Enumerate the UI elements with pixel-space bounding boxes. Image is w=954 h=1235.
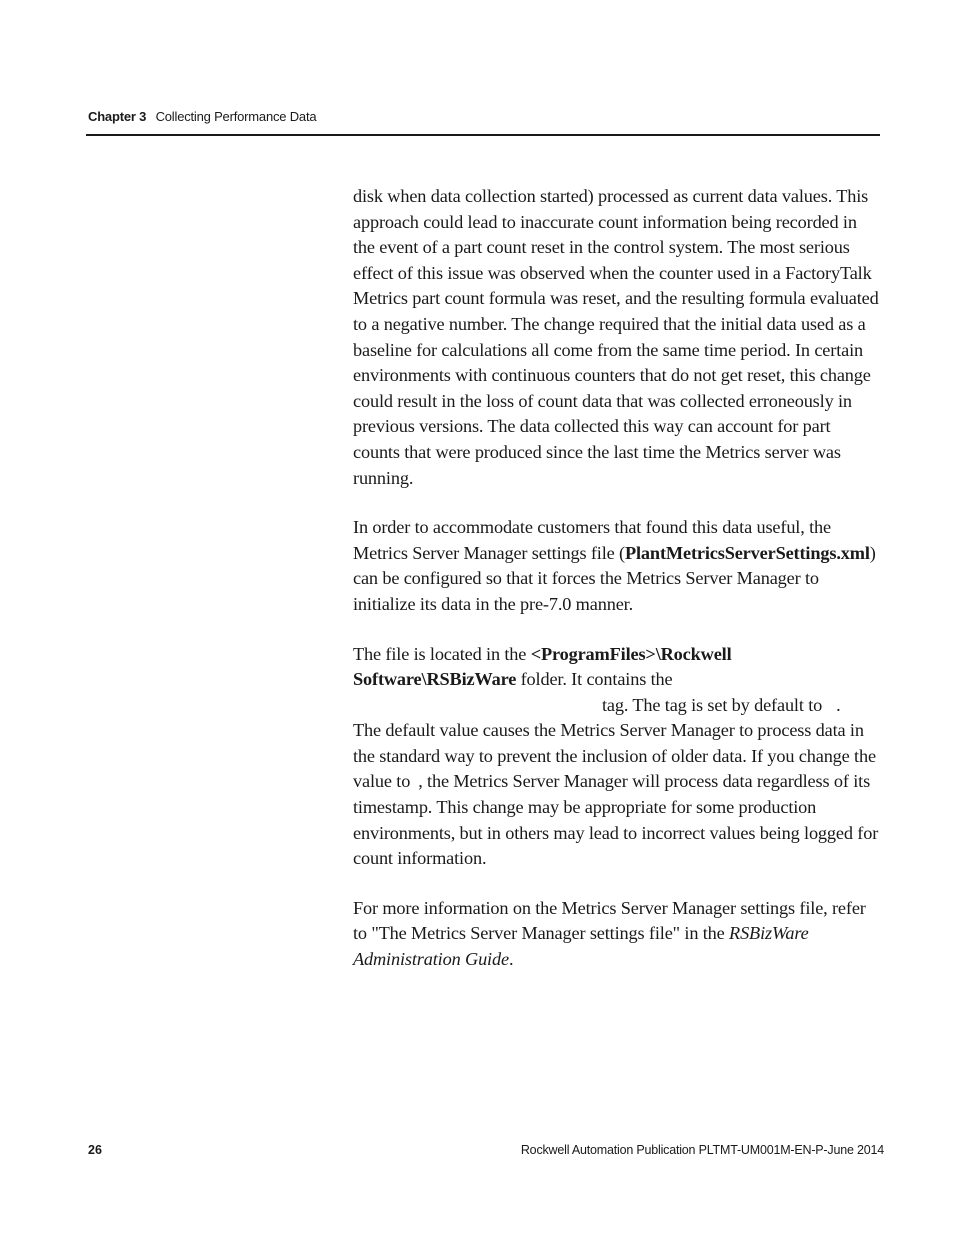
paragraph-3 <box>353 642 881 872</box>
page-number: 26 <box>88 1143 102 1157</box>
install-folder-path: <ProgramFiles>\Rockwell Software\RSBizWare <box>353 643 732 690</box>
paragraph-4-text-b: . <box>508 949 514 970</box>
paragraph-3-text-d: . <box>836 694 841 715</box>
paragraph-4-text-a: For more information on the Metrics Server Manager settings file, refer to "The Metrics Server Manager settings file" in the <box>353 897 866 944</box>
body-text <box>353 184 881 997</box>
paragraph-2-text-a: In order to accommodate customers that found this data useful, the Metrics Server Manager settings file ( <box>353 517 831 563</box>
paragraph-2 <box>353 515 881 617</box>
chapter-label: Chapter 3 <box>88 109 147 124</box>
running-header <box>88 109 316 124</box>
paragraph-2-text-b: ) can be configured so that it forces the Metrics Server Manager to initialize its data in the pre-7.0 manner. <box>353 542 876 614</box>
paragraph-3-text-a: The file is located in the <box>353 643 531 664</box>
publication-id: Rockwell Automation Publication PLTMT-UM001M-EN-P-June 2014 <box>520 1143 884 1157</box>
paragraph-3-text-b: folder. It contains the <box>516 669 673 690</box>
header-rule <box>86 134 880 136</box>
paragraph-3-text-e: The default value causes the Metrics Server Manager to process data in the standard way to prevent the inclusion of older data. If you change the value to <box>353 720 876 792</box>
paragraph-4 <box>353 896 881 973</box>
paragraph-3-text-f: , the Metrics Server Manager will process data regardless of its timestamp. This change may be appropriate for some production environments, but in others may lead to incorrect values being logged for count information. <box>353 771 879 869</box>
guide-reference: RSBizWare Administration Guide <box>353 923 809 970</box>
paragraph-3-text-c: tag. The tag is set by default to <box>602 694 823 715</box>
paragraph-1: disk when data collection started) processed as current data values. This approach could lead to inaccurate count information being recorded in the event of a part count reset in the control system. The most serious effect of this issue was observed when the counter used in a FactoryTalk Metrics part count formula was reset, and the resulting formula evaluated to a negative number. The change required that the initial data used as a baseline for calculations all come from the same time period. In certain environments with continuous counters that do not get reset, this change could result in the loss of count data that was collected erroneously in previous versions. The data collected this way can account for part counts that were produced since the last time the Metrics server was running. <box>353 186 879 488</box>
settings-filename: PlantMetricsServerSettings.xml <box>624 542 870 563</box>
chapter-title: Collecting Performance Data <box>155 109 317 124</box>
